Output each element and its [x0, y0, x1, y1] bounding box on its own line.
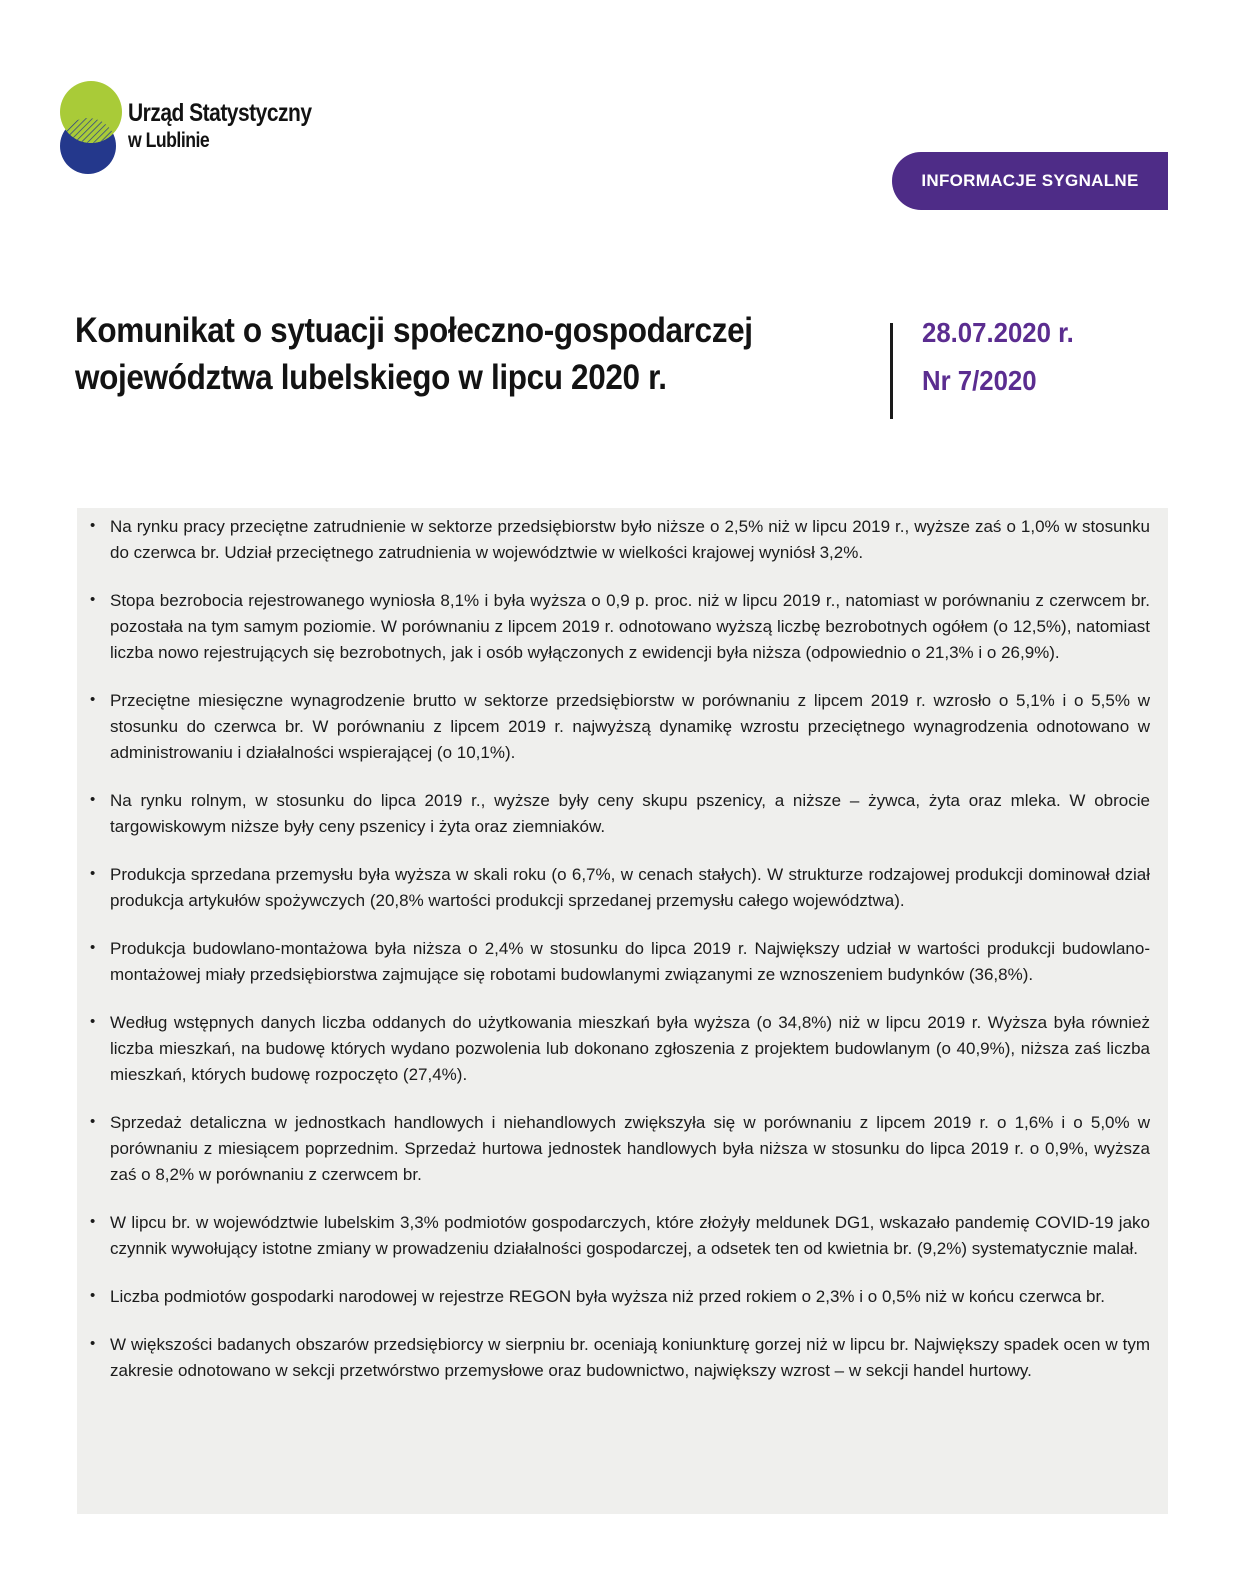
- highlights-panel: [77, 508, 1168, 1514]
- statistical-office-logo: [58, 76, 122, 181]
- highlight-item: • Liczba podmiotów gospodarki narodowej w rejestrze REGON była wyższa niż przed rokiem o 2,3% i o 0,5% niż w końcu czerwca br.: [77, 1284, 1150, 1310]
- org-name-block: [128, 100, 312, 152]
- org-city: w Lublinie: [128, 129, 210, 152]
- issue-number: Nr 7/2020: [922, 365, 1037, 396]
- page-title-line2: województwa lubelskiego w lipcu 2020 r.: [75, 358, 667, 397]
- badge-label: INFORMACJE SYGNALNE: [921, 171, 1139, 190]
- logo-circles-icon: [58, 76, 122, 176]
- highlight-item: • Stopa bezrobocia rejestrowanego wyniosła 8,1% i była wyższa o 0,9 p. proc. niż w lipcu 2019 r., natomiast w porównaniu z czerwcem br. pozostała na tym samym poziomie. W porównaniu z lipcem 2019 r. odnotowano wyższą liczbę bezrobotnych ogółem (o 12,5%), natomiast liczba nowo rejestrujących się bezrobotnych, jak i osób wyłączonych z ewidencji była niższa (odpowiednio o 21,3% i o 26,9%).: [77, 588, 1150, 666]
- highlight-item: • Sprzedaż detaliczna w jednostkach handlowych i niehandlowych zwiększyła się w porównaniu z lipcem 2019 r. o 1,6% i o 5,0% w porównaniu z miesiącem poprzednim. Sprzedaż hurtowa jednostek handlowych była niższa w stosunku do lipca 2019 r. o 0,9%, wyższa zaś o 8,2% w porównaniu z czerwcem br.: [77, 1110, 1150, 1188]
- highlight-item: • Na rynku rolnym, w stosunku do lipca 2019 r., wyższe były ceny skupu pszenicy, a niższe – żywca, żyta oraz mleka. W obrocie targowiskowym niższe były ceny pszenicy i żyta oraz ziemniaków.: [77, 788, 1150, 840]
- highlight-item: • Przeciętne miesięczne wynagrodzenie brutto w sektorze przedsiębiorstw w porównaniu z lipcem 2019 r. wzrosło o 5,1% i o 5,5% w stosunku do czerwca br. W porównaniu z lipcem 2019 r. najwyższą dynamikę wzrostu przeciętnego wynagrodzenia odnotowano w administrowaniu i działalności wspierającej (o 10,1%).: [77, 688, 1150, 766]
- highlight-item: • Według wstępnych danych liczba oddanych do użytkowania mieszkań była wyższa (o 34,8%) niż w lipcu 2019 r. Wyższa była również liczba mieszkań, na budowę których wydano pozwolenia lub dokonano zgłoszenia z projektem budowlanym (o 40,9%), niższa zaś liczba mieszkań, których budowę rozpoczęto (27,4%).: [77, 1010, 1150, 1088]
- highlights-list: [77, 514, 1168, 1384]
- highlight-item: • Produkcja sprzedana przemysłu była wyższa w skali roku (o 6,7%, w cenach stałych). W strukturze rodzajowej produkcji dominował dział produkcja artykułów spożywczych (20,8% wartości produkcji sprzedanej przemysłu całego województwa).: [77, 862, 1150, 914]
- highlight-item: • W lipcu br. w województwie lubelskim 3,3% podmiotów gospodarczych, które złożyły meldunek DG1, wskazało pandemię COVID-19 jako czynnik wywołujący istotne zmiany w prowadzeniu działalności gospodarczej, a odsetek ten od kwietnia br. (9,2%) systematycznie malał.: [77, 1210, 1150, 1262]
- highlight-item: • Produkcja budowlano-montażowa była niższa o 2,4% w stosunku do lipca 2019 r. Największy udział w wartości produkcji budowlano-montażowej miały przedsiębiorstwa zajmujące się robotami budowlanymi związanymi ze wznoszeniem budynków (36,8%).: [77, 936, 1150, 988]
- highlight-item: • W większości badanych obszarów przedsiębiorcy w sierpniu br. oceniają koniunkturę gorzej niż w lipcu br. Największy spadek ocen w tym zakresie odnotowano w sekcji przetwórstwo przemysłowe oraz budownictwo, największy wzrost – w sekcji handel hurtowy.: [77, 1332, 1150, 1384]
- org-name: Urząd Statystyczny: [128, 99, 312, 127]
- highlight-item: • Na rynku pracy przeciętne zatrudnienie w sektorze przedsiębiorstw było niższe o 2,5% niż w lipcu 2019 r., wyższe zaś o 1,0% w stosunku do czerwca br. Udział przeciętnego zatrudnienia w województwie w wielkości krajowej wyniósł 3,2%.: [77, 514, 1150, 566]
- title-divider: [890, 323, 893, 419]
- page-title-line1: Komunikat o sytuacji społeczno-gospodarczej: [75, 311, 753, 350]
- publication-meta: [922, 316, 1074, 398]
- page-title: [75, 307, 885, 401]
- info-signal-badge: [892, 152, 1168, 210]
- publication-date: 28.07.2020 r.: [922, 317, 1074, 348]
